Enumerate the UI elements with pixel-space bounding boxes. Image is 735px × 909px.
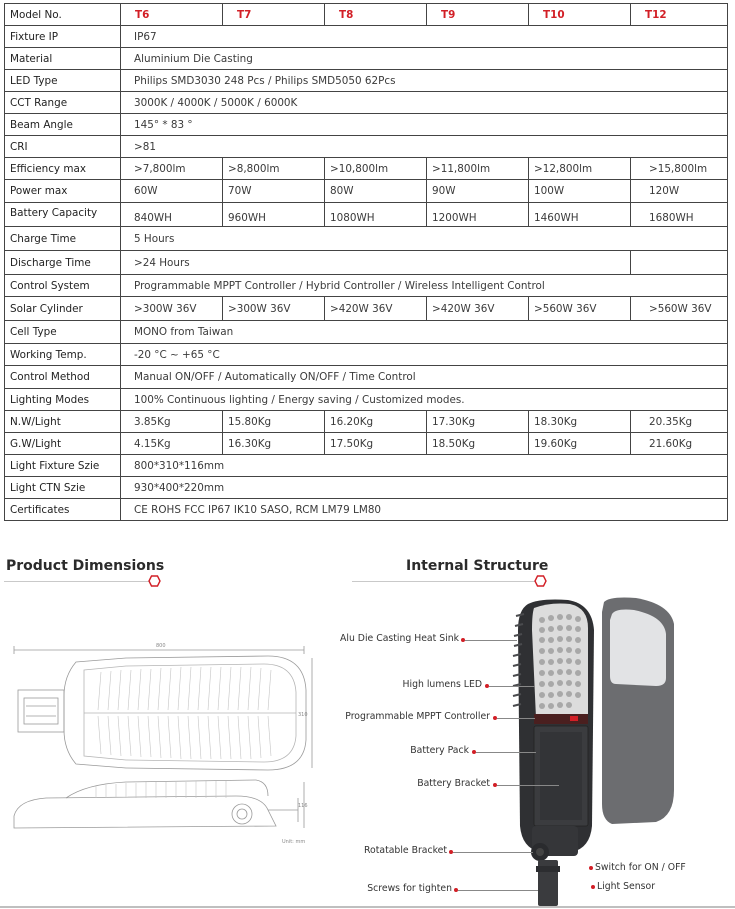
row-charge-time: [5, 227, 728, 251]
callout-battery-pack: Battery Pack: [410, 745, 469, 756]
hexagon-icon: [534, 575, 547, 587]
value-certificates: CE ROHS FCC IP67 IK10 SASO, RCM LM79 LM80: [121, 499, 728, 521]
value-efficiency-t9: >11,800lm: [427, 158, 529, 180]
value-efficiency-t10: >12,800lm: [529, 158, 631, 180]
row-cri: [5, 136, 728, 158]
value-efficiency-t7: >8,800lm: [223, 158, 325, 180]
label-solar: Solar Cylinder: [5, 297, 121, 321]
callout-dot: [591, 885, 595, 889]
value-solar-t8: >420W 36V: [325, 297, 427, 321]
row-cell-type: [5, 321, 728, 344]
model-t10: T10: [529, 4, 631, 26]
callout-battery-bracket: Battery Bracket: [417, 778, 490, 789]
label-ctn-size: Light CTN Szie: [5, 477, 121, 499]
label-material: Material: [5, 48, 121, 70]
label-cri: CRI: [5, 136, 121, 158]
value-fixture-size: 800*310*116mm: [121, 455, 728, 477]
value-nw-t6: 3.85Kg: [121, 411, 223, 433]
value-power-t10: 100W: [529, 180, 631, 203]
callout-leader: [497, 785, 559, 786]
row-control-method: [5, 366, 728, 389]
internal-structure-title: Internal Structure: [406, 558, 549, 574]
value-gw-t10: 19.60Kg: [529, 433, 631, 455]
row-model: [5, 4, 728, 26]
label-efficiency: Efficiency max: [5, 158, 121, 180]
value-fixture-ip: IP67: [121, 26, 728, 48]
value-battery-t9: 1200WH: [427, 203, 529, 227]
lamp-technical-drawing: [6, 630, 318, 850]
value-battery-t8: 1080WH: [325, 203, 427, 227]
callout-leader: [476, 752, 536, 753]
label-led-type: LED Type: [5, 70, 121, 92]
value-lighting-modes: 100% Continuous lighting / Energy saving / Customized modes.: [121, 389, 728, 411]
label-gw: G.W/Light: [5, 433, 121, 455]
label-certificates: Certificates: [5, 499, 121, 521]
value-nw-t7: 15.80Kg: [223, 411, 325, 433]
label-discharge-time: Discharge Time: [5, 251, 121, 275]
callout-led: High lumens LED: [402, 679, 482, 690]
value-efficiency-t8: >10,800lm: [325, 158, 427, 180]
internal-structure-illustration: [340, 590, 735, 909]
callout-leader: [453, 852, 533, 853]
model-t9: T9: [427, 4, 529, 26]
value-nw-t8: 16.20Kg: [325, 411, 427, 433]
length-dimension-label: 800: [156, 643, 166, 649]
value-battery-t10: 1460WH: [529, 203, 631, 227]
model-t7: T7: [223, 4, 325, 26]
row-power: [5, 180, 728, 203]
label-fixture-ip: Fixture IP: [5, 26, 121, 48]
value-battery-t12: 1680WH: [631, 203, 728, 227]
callout-leader: [465, 640, 517, 641]
row-beam-angle: [5, 114, 728, 136]
label-cell-type: Cell Type: [5, 321, 121, 344]
label-power: Power max: [5, 180, 121, 203]
value-working-temp: -20 °C ~ +65 °C: [121, 344, 728, 366]
value-battery-t6: 840WH: [121, 203, 223, 227]
row-battery: [5, 203, 728, 227]
callout-sensor: Light Sensor: [597, 881, 656, 892]
row-gw: [5, 433, 728, 455]
value-charge-time: 5 Hours: [121, 227, 728, 251]
row-working-temp: [5, 344, 728, 366]
value-power-t12: 120W: [631, 180, 728, 203]
row-solar: [5, 297, 728, 321]
callout-leader: [497, 718, 535, 719]
label-lighting-modes: Lighting Modes: [5, 389, 121, 411]
value-power-t8: 80W: [325, 180, 427, 203]
model-t12: T12: [631, 4, 728, 26]
callout-heat-sink: Alu Die Casting Heat Sink: [340, 633, 459, 644]
label-control-system: Control System: [5, 275, 121, 297]
callout-dot: [589, 866, 593, 870]
value-gw-t7: 16.30Kg: [223, 433, 325, 455]
row-certificates: [5, 499, 728, 521]
value-gw-t9: 18.50Kg: [427, 433, 529, 455]
value-solar-t7: >300W 36V: [223, 297, 325, 321]
value-nw-t10: 18.30Kg: [529, 411, 631, 433]
width-dimension-label: 310: [298, 712, 308, 718]
label-working-temp: Working Temp.: [5, 344, 121, 366]
label-beam-angle: Beam Angle: [5, 114, 121, 136]
row-discharge-time: [5, 251, 728, 275]
dimension-drawing: [6, 630, 318, 850]
callout-rotatable-bracket: Rotatable Bracket: [364, 845, 447, 856]
value-gw-t12: 21.60Kg: [631, 433, 728, 455]
model-t8: T8: [325, 4, 427, 26]
value-gw-t6: 4.15Kg: [121, 433, 223, 455]
dimensions-underline: [4, 581, 150, 582]
value-power-t7: 70W: [223, 180, 325, 203]
value-solar-t9: >420W 36V: [427, 297, 529, 321]
hexagon-icon: [148, 575, 161, 587]
label-model: Model No.: [5, 4, 121, 26]
value-cct-range: 3000K / 4000K / 5000K / 6000K: [121, 92, 728, 114]
page-bottom-rule: [0, 906, 735, 908]
callout-leader: [458, 890, 538, 891]
row-efficiency: [5, 158, 728, 180]
value-power-t9: 90W: [427, 180, 529, 203]
row-nw: [5, 411, 728, 433]
value-beam-angle: 145° * 83 °: [121, 114, 728, 136]
row-fixture-size: [5, 455, 728, 477]
value-solar-t10: >560W 36V: [529, 297, 631, 321]
label-nw: N.W/Light: [5, 411, 121, 433]
value-discharge-time: >24 Hours: [121, 251, 631, 275]
label-fixture-size: Light Fixture Szie: [5, 455, 121, 477]
label-cct-range: CCT Range: [5, 92, 121, 114]
value-efficiency-t12: >15,800lm: [631, 158, 728, 180]
model-t6: T6: [121, 4, 223, 26]
value-ctn-size: 930*400*220mm: [121, 477, 728, 499]
value-power-t6: 60W: [121, 180, 223, 203]
value-cell-type: MONO from Taiwan: [121, 321, 728, 344]
value-battery-t7: 960WH: [223, 203, 325, 227]
value-efficiency-t6: >7,800lm: [121, 158, 223, 180]
value-solar-t12: >560W 36V: [631, 297, 728, 321]
callout-controller: Programmable MPPT Controller: [345, 711, 490, 722]
value-nw-t9: 17.30Kg: [427, 411, 529, 433]
label-battery: Battery Capacity: [5, 203, 121, 227]
unit-label: Unit: mm: [282, 839, 306, 845]
structure-underline: [352, 581, 536, 582]
row-ctn-size: [5, 477, 728, 499]
row-cct-range: [5, 92, 728, 114]
row-led-type: [5, 70, 728, 92]
value-gw-t8: 17.50Kg: [325, 433, 427, 455]
row-material: [5, 48, 728, 70]
value-control-method: Manual ON/OFF / Automatically ON/OFF / Time Control: [121, 366, 728, 389]
label-control-method: Control Method: [5, 366, 121, 389]
row-lighting-modes: [5, 389, 728, 411]
callout-switch: Switch for ON / OFF: [595, 862, 686, 873]
row-fixture-ip: [5, 26, 728, 48]
callout-screws: Screws for tighten: [367, 883, 452, 894]
callout-leader: [489, 686, 535, 687]
height-dimension-label: 116: [298, 803, 308, 809]
spec-table: [4, 3, 728, 521]
value-nw-t12: 20.35Kg: [631, 411, 728, 433]
value-control-system: Programmable MPPT Controller / Hybrid Controller / Wireless Intelligent Control: [121, 275, 728, 297]
value-material: Aluminium Die Casting: [121, 48, 728, 70]
value-discharge-empty: [631, 251, 728, 275]
row-control-system: [5, 275, 728, 297]
value-cri: >81: [121, 136, 728, 158]
product-dimensions-title: Product Dimensions: [6, 558, 165, 574]
value-led-type: Philips SMD3030 248 Pcs / Philips SMD5050 62Pcs: [121, 70, 728, 92]
label-charge-time: Charge Time: [5, 227, 121, 251]
value-solar-t6: >300W 36V: [121, 297, 223, 321]
